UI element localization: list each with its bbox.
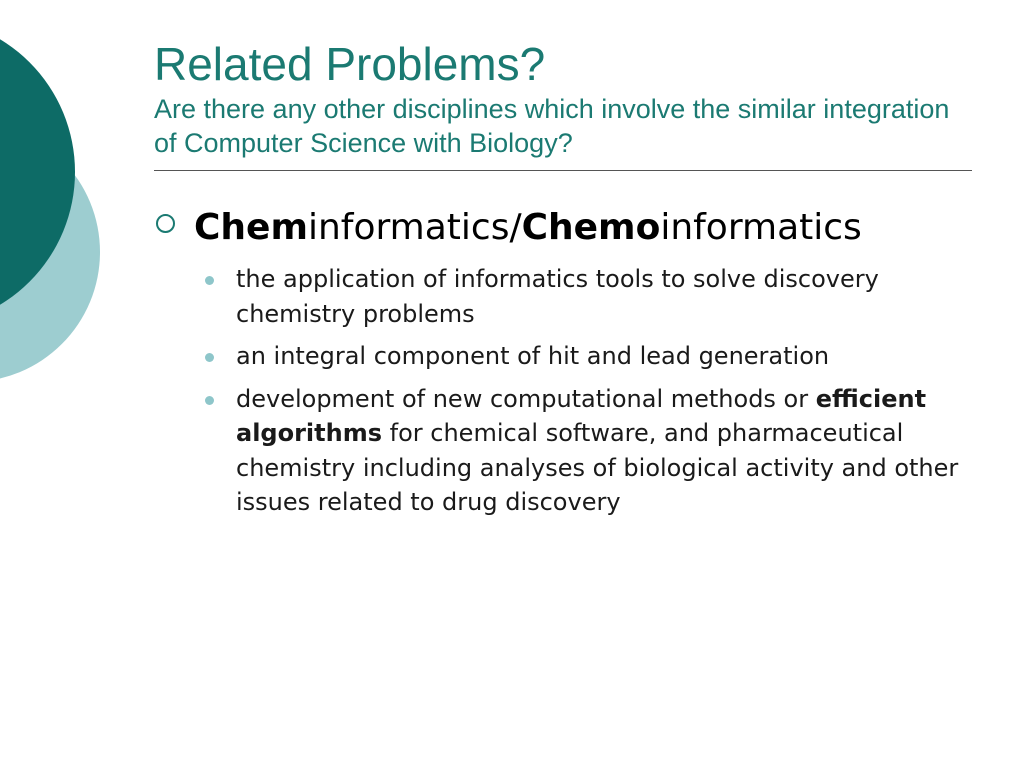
decorative-circles	[0, 0, 130, 420]
main-text-informatics: informatics/	[307, 207, 522, 248]
main-bold-chem: Chem	[194, 207, 308, 248]
main-bullet-item	[156, 204, 862, 252]
sub-bullet-item	[205, 339, 965, 374]
ring-bullet-icon	[156, 214, 175, 233]
sub-bullet-text-before: development of new computational methods or	[236, 384, 816, 413]
sub-bullet-item	[205, 262, 965, 331]
dot-bullet-icon	[205, 276, 214, 285]
sub-bullet-text-after: for chemical software, and pharmaceutical chemistry including analyses of biological activity and other issues related to drug discovery	[236, 419, 959, 516]
dot-bullet-icon	[205, 396, 214, 405]
sub-bullet-text: the application of informatics tools to solve discovery chemistry problems	[236, 265, 879, 328]
slide-subtitle: Are there any other disciplines which involve the similar integration of Computer Science with Biology?	[154, 94, 950, 158]
sub-bullet-text: an integral component of hit and lead generation	[236, 342, 830, 370]
slide-title: Related Problems?	[154, 38, 546, 90]
main-bold-chemo: Chemo	[521, 207, 661, 248]
sub-bullet-item	[205, 382, 965, 520]
dot-bullet-icon	[205, 353, 214, 362]
sub-bullet-list	[205, 262, 965, 528]
main-text-informatics-2: informatics	[660, 207, 862, 248]
title-divider	[154, 170, 972, 171]
sub-bullet-bold: efficient algorithms	[236, 384, 927, 447]
